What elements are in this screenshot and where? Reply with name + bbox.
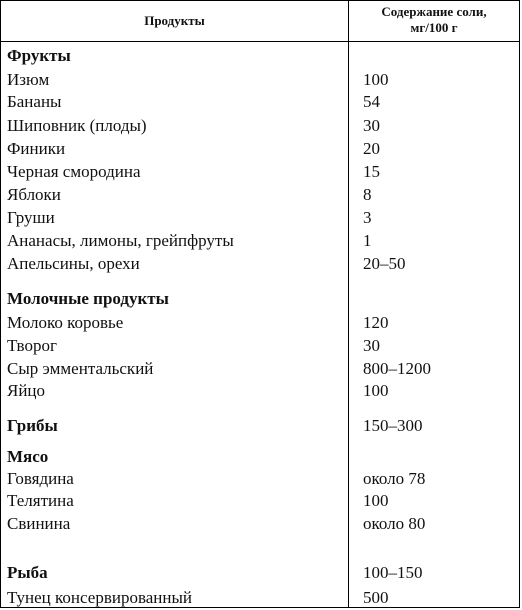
header-salt-line2: мг/100 г — [410, 20, 458, 35]
salt-value: 100–150 — [363, 563, 423, 582]
table-row — [1, 380, 519, 402]
table-row — [1, 468, 519, 490]
header-salt-content — [349, 4, 519, 36]
table-row — [1, 490, 519, 512]
product-name: Творог — [7, 336, 57, 355]
product-name: Телятина — [7, 491, 74, 510]
product-name: Бананы — [7, 92, 62, 111]
salt-value: 15 — [363, 162, 380, 181]
product-name: Свинина — [7, 514, 71, 533]
salt-value: около 78 — [363, 469, 426, 488]
product-name: Яйцо — [7, 381, 46, 400]
salt-value: 1 — [363, 231, 372, 250]
table-row — [1, 335, 519, 357]
salt-value: 100 — [363, 491, 389, 510]
product-name: Молоко коровье — [7, 313, 124, 332]
category-row — [1, 446, 519, 468]
table-header — [1, 1, 521, 41]
salt-value: 800–1200 — [363, 359, 431, 378]
salt-value: 54 — [363, 92, 380, 111]
header-salt-line1: Содержание соли, — [381, 4, 487, 19]
table-row — [1, 312, 519, 334]
product-name: Ананасы, лимоны, грейпфруты — [7, 231, 234, 250]
product-name: Черная смородина — [7, 162, 141, 181]
salt-value: 8 — [363, 185, 372, 204]
product-name: Апельсины, орехи — [7, 254, 140, 273]
table-row — [1, 115, 519, 137]
category-row — [1, 562, 519, 584]
salt-value: 30 — [363, 336, 380, 355]
table-row — [1, 253, 519, 275]
product-name: Шиповник (плоды) — [7, 116, 147, 135]
product-name: Тунец консервированный — [7, 588, 193, 607]
category-name: Грибы — [7, 416, 58, 435]
product-name: Груши — [7, 208, 55, 227]
product-name: Яблоки — [7, 185, 61, 204]
category-row — [1, 45, 519, 67]
table-row — [1, 207, 519, 229]
header-divider — [1, 41, 519, 42]
table-row — [1, 184, 519, 206]
salt-value: 150–300 — [363, 416, 423, 435]
salt-value: 30 — [363, 116, 380, 135]
table-row — [1, 513, 519, 535]
category-row — [1, 415, 519, 437]
product-name: Сыр эмментальский — [7, 359, 154, 378]
product-name: Изюм — [7, 70, 50, 89]
salt-value: 500 — [363, 588, 389, 607]
table-row — [1, 587, 519, 609]
salt-value: 120 — [363, 313, 389, 332]
table-row — [1, 138, 519, 160]
category-name: Рыба — [7, 563, 48, 582]
salt-value: 100 — [363, 381, 389, 400]
category-name: Молочные продукты — [7, 289, 169, 308]
header-products: Продукты — [144, 13, 205, 28]
table-row — [1, 161, 519, 183]
salt-value: 20–50 — [363, 254, 406, 273]
salt-value: 3 — [363, 208, 372, 227]
table-row — [1, 358, 519, 380]
category-name: Фрукты — [7, 46, 71, 65]
table-row — [1, 230, 519, 252]
product-name: Финики — [7, 139, 66, 158]
salt-value: 100 — [363, 70, 389, 89]
category-row — [1, 288, 519, 310]
table-row — [1, 69, 519, 91]
category-name: Мясо — [7, 447, 49, 466]
salt-value: около 80 — [363, 514, 426, 533]
table-row — [1, 91, 519, 113]
salt-value: 20 — [363, 139, 380, 158]
product-name: Говядина — [7, 469, 74, 488]
